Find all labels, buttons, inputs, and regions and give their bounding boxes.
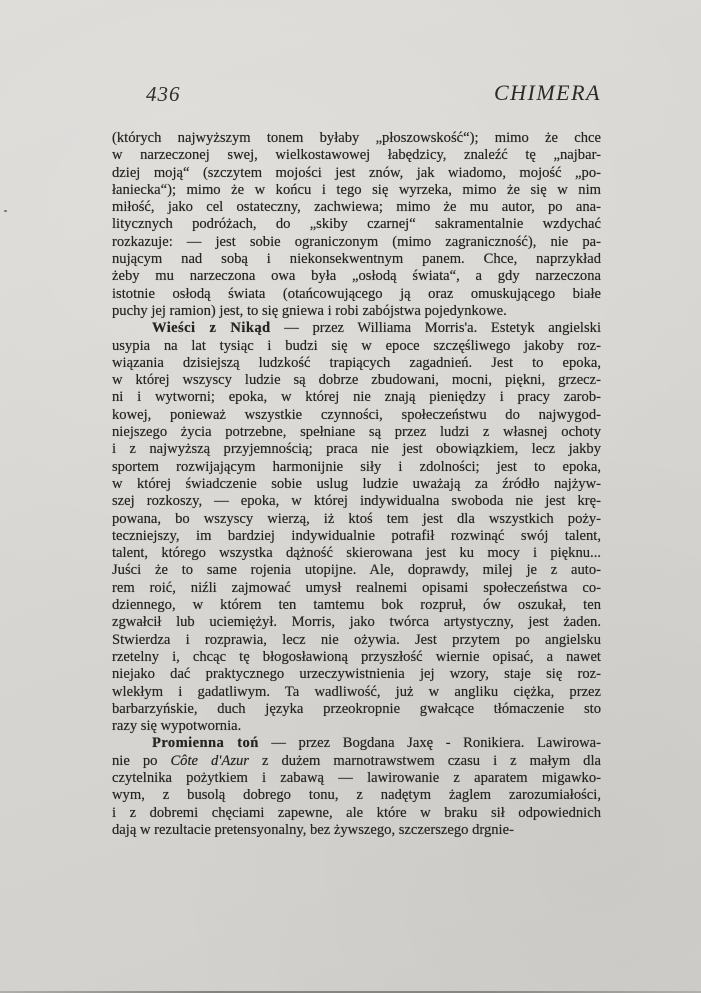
- text-line: [112, 718, 601, 735]
- text-run: niejszego życia potrzebne, spełniane są przez ludzi z własnej ochoty: [112, 424, 601, 441]
- text-run: niejako dać praktycznego urzeczywistnienia jej wzory, staje się roz-: [112, 666, 601, 683]
- text-line: [112, 182, 601, 199]
- text-line: [112, 389, 601, 406]
- text-line: [112, 130, 601, 147]
- text-run: w której świadczenie sobie uslug ludzie uważają za źródło najżyw-: [112, 475, 601, 492]
- text-line: [112, 614, 601, 631]
- text-run: w narzeczonej swej, wielkostawowej łabędzicy, znaleźć tę „najbar-: [112, 147, 601, 164]
- text-run: dziej moją“ (szczytem mojości jest znów, jak wiadomo, mojość „po-: [112, 164, 601, 181]
- text-line: [112, 286, 601, 303]
- text-run: miłość, jako cel ostateczny, zachwiewa; mimo że mu autor, po ana-: [112, 199, 601, 216]
- text-line: [112, 251, 601, 268]
- text-run: czytelnika pożytkiem i zabawą — lawirowanie z aparatem migawko-: [112, 769, 601, 786]
- text-run: razy się wypotwornia.: [112, 718, 242, 735]
- text-run: wiązania dzisiejszą ludzkość trapiących zagadnień. Jest to epoka,: [112, 354, 601, 371]
- text-line: [112, 822, 601, 839]
- text-run: z dużem marnotrawstwem czasu i z małym dla: [249, 752, 601, 769]
- text-run: wym, z busolą dobrego tonu, z nadętym żaglem zarozumiałości,: [112, 787, 601, 804]
- text-line: [112, 562, 601, 579]
- text-run: litycznych podróżach, do „skiby czarnej“ sakramentalnie wzdychać: [112, 216, 601, 233]
- text-run: i z najwyższą przyjemnością; praca nie jest obowiązkiem, lecz jakby: [112, 441, 601, 458]
- text-line: [112, 372, 601, 389]
- text-line: [112, 666, 601, 683]
- page-number: 436: [146, 82, 181, 106]
- text-run: wlekłym i gadatliwym. Ta wadliwość, już w angliku ciężka, przez: [112, 683, 601, 700]
- text-run: — przez Bogdana Jaxę - Ronikiera. Lawirowa-: [258, 735, 601, 752]
- text-line: [112, 441, 601, 458]
- scan-speck: [4, 210, 7, 212]
- text-run: Juści że to same rojenia utopijne. Ale, doprawdy, milej je z auto-: [112, 562, 601, 579]
- text-line: [112, 476, 601, 493]
- text-run: usypia na lat tysiąc i budzi się w epoce szczęśliwego jakoby roz-: [112, 337, 601, 354]
- text-line: [112, 632, 601, 649]
- text-line: [112, 320, 601, 337]
- text-line: [112, 147, 601, 164]
- text-run: żeby mu narzeczona owa była „osłodą świata“, a gdy narzeczona: [112, 268, 601, 285]
- text-line: [112, 459, 601, 476]
- text-run: teczniejszy, im bardziej indywidualnie potrafił rozwinąć swój talent,: [112, 527, 601, 544]
- text-line: [112, 338, 601, 355]
- text-line: [112, 407, 601, 424]
- text-run: dają w rezultacie pretensyonalny, bez żywszego, szczerszego drgnie-: [112, 821, 514, 838]
- text-run: powana, bo wszyscy wierzą, iż ktoś tem jest dla wszystkich poży-: [112, 510, 601, 527]
- text-run: — przez Williama Morris'a. Estetyk angielski: [270, 320, 601, 337]
- text-run: nie po: [112, 752, 171, 769]
- text-line: [112, 787, 601, 804]
- text-run: (których najwyższym tonem byłaby „płoszowskość“); mimo że chce: [112, 130, 601, 146]
- body-text: [112, 130, 601, 839]
- text-line: [112, 701, 601, 718]
- text-line: [112, 199, 601, 216]
- text-line: [112, 424, 601, 441]
- text-line: [112, 303, 601, 320]
- text-run: barbarzyńskie, duch języka przeokropnie gwałcące tłómaczenie sto: [112, 700, 601, 717]
- italic-run: Côte d'Azur: [170, 752, 249, 769]
- text-line: [112, 753, 601, 770]
- text-run: w której wszyscy ludzie są dobrze zbudowani, mocni, piękni, grzecz-: [112, 372, 601, 389]
- text-line: [112, 216, 601, 233]
- text-run: istotnie osłodą świata (otańcowującego ją oraz omuskującego białe: [112, 285, 601, 302]
- text-line: [112, 545, 601, 562]
- text-line: [112, 268, 601, 285]
- running-header: [112, 80, 601, 108]
- text-line: [112, 528, 601, 545]
- text-run: puchy jej ramion) jest, to się gniewa i robi zabójstwa pojedynkowe.: [112, 302, 507, 319]
- text-run: sportem rozwijającym harmonijnie siły i zdolności; jest to epoka,: [112, 458, 601, 475]
- text-line: [112, 770, 601, 787]
- bold-run: Wieści z Nikąd: [152, 320, 271, 337]
- text-line: [112, 493, 601, 510]
- text-run: szej rozkoszy, — epoka, w której indywidualna swoboda nie jest krę-: [112, 493, 601, 510]
- text-run: rem roić, niźli zajmować umysł realnemi opisami społeczeństwa co-: [112, 579, 601, 596]
- text-run: talent, którego wszystka dążność skierowana jest ku mocy i pięknu...: [112, 545, 601, 562]
- text-line: [112, 649, 601, 666]
- text-line: [112, 511, 601, 528]
- text-run: kowej, ponieważ wszystkie czynności, społeczeństwu do najwygod-: [112, 406, 601, 423]
- text-run: nującym nad sobą i niekonsekwentnym panem. Chce, naprzykład: [112, 251, 601, 268]
- text-run: rzetelny i, chcąc tę błogosławioną przyszłość wiernie opisać, a nawet: [112, 648, 601, 665]
- text-line: [112, 580, 601, 597]
- text-line: [112, 597, 601, 614]
- text-run: ni i wytworni; epoka, w której nie znają pieniędzy i pracy zarob-: [112, 389, 601, 406]
- text-line: [112, 355, 601, 372]
- text-run: łaniecka“); mimo że w końcu i tego się wyrzeka, mimo że się w nim: [112, 181, 601, 198]
- text-line: [112, 234, 601, 251]
- text-line: [112, 165, 601, 182]
- text-run: rozkazuje: — jest sobie ograniczonym (mimo zagraniczność), nie pa-: [112, 233, 601, 250]
- journal-title: CHIMERA: [493, 80, 601, 105]
- text-run: Stwierdza i rozprawia, lecz nie ożywia. Jest przytem po angielsku: [112, 631, 601, 648]
- text-line: [112, 735, 601, 752]
- text-run: i z dobremi chęciami zapewne, ale które w braku sił odpowiednich: [112, 804, 601, 821]
- text-run: dziennego, w którem ten tamtemu bok rozpruł, ów oszukał, ten: [112, 597, 601, 614]
- text-line: [112, 684, 601, 701]
- text-run: zgwałcił lub uciemiężył. Morris, jako twórca artystyczny, jest żaden.: [112, 614, 601, 631]
- text-line: [112, 805, 601, 822]
- bold-run: Promienna toń: [152, 735, 259, 752]
